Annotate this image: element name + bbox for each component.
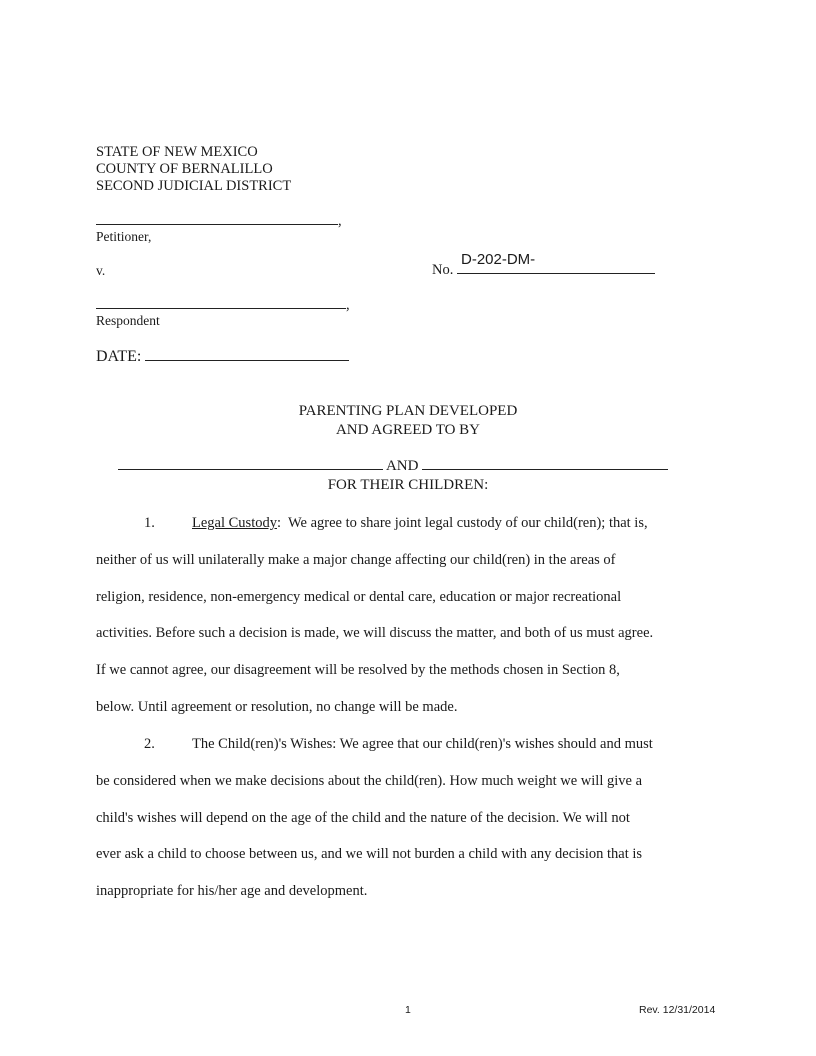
petitioner-label: Petitioner, xyxy=(96,229,152,244)
revision-date: Rev. 12/31/2014 xyxy=(639,1004,716,1016)
section-2-line: be considered when we make decisions about the child(ren). How much weight we will give a xyxy=(96,772,643,789)
section-1-number: 1. xyxy=(144,515,155,531)
section-1-line: religion, residence, non-emergency medical or dental care, education or major recreational xyxy=(96,588,622,605)
section-2-line: child's wishes will depend on the age of the child and the nature of the decision. We will not xyxy=(96,809,630,826)
section-1-heading: Legal Custody xyxy=(192,515,277,531)
date-label: DATE: xyxy=(96,348,142,365)
petitioner-name-line[interactable] xyxy=(96,213,342,230)
section-1-line xyxy=(96,505,720,542)
section-1-text: We agree to share joint legal custody of our child(ren); that is, xyxy=(281,515,648,531)
section-childrens-wishes xyxy=(96,726,720,910)
section-2-line: ever ask a child to choose between us, and we will not burden a child with any decision that is xyxy=(96,846,643,863)
respondent-label: Respondent xyxy=(96,313,160,328)
parties-names-row[interactable] xyxy=(118,458,668,475)
section-1-line: If we cannot agree, our disagreement will be resolved by the methods chosen in Section 8, xyxy=(96,662,620,679)
court-county: COUNTY OF BERNALILLO xyxy=(96,161,273,177)
title-line-2: AND AGREED TO BY xyxy=(335,422,481,438)
title-line-1: PARENTING PLAN DEVELOPED xyxy=(298,403,518,419)
respondent-name-line[interactable] xyxy=(96,297,350,314)
section-1-heading-suffix: : xyxy=(276,515,282,531)
case-number-value: D-202-DM- xyxy=(461,251,536,268)
date-field[interactable] xyxy=(96,348,349,366)
section-1-line: below. Until agreement or resolution, no change will be made. xyxy=(96,698,458,715)
section-2-line xyxy=(96,726,720,763)
party-one-line[interactable] xyxy=(118,469,383,470)
petitioner-comma: , xyxy=(338,213,342,229)
section-legal-custody xyxy=(96,505,720,726)
page-number: 1 xyxy=(405,1004,411,1016)
section-2-text: The Child(ren)'s Wishes: We agree that our child(ren)'s wishes should and must xyxy=(192,736,653,752)
versus-label: v. xyxy=(96,263,106,278)
section-2-number: 2. xyxy=(144,736,155,752)
section-1-line: neither of us will unilaterally make a major change affecting our child(ren) in the areas of xyxy=(96,551,616,568)
respondent-comma: , xyxy=(346,297,350,313)
court-district: SECOND JUDICIAL DISTRICT xyxy=(96,178,292,194)
case-number-field[interactable] xyxy=(432,262,655,279)
and-word: AND xyxy=(385,458,419,474)
court-state: STATE OF NEW MEXICO xyxy=(96,144,258,160)
section-1-line: activities. Before such a decision is made, we will discuss the matter, and both of us must agree. xyxy=(96,625,654,642)
section-2-line: inappropriate for his/her age and development. xyxy=(96,883,368,900)
case-number-label: No. xyxy=(432,262,454,278)
title-line-3: FOR THEIR CHILDREN: xyxy=(327,477,489,493)
party-two-line[interactable] xyxy=(422,469,668,470)
